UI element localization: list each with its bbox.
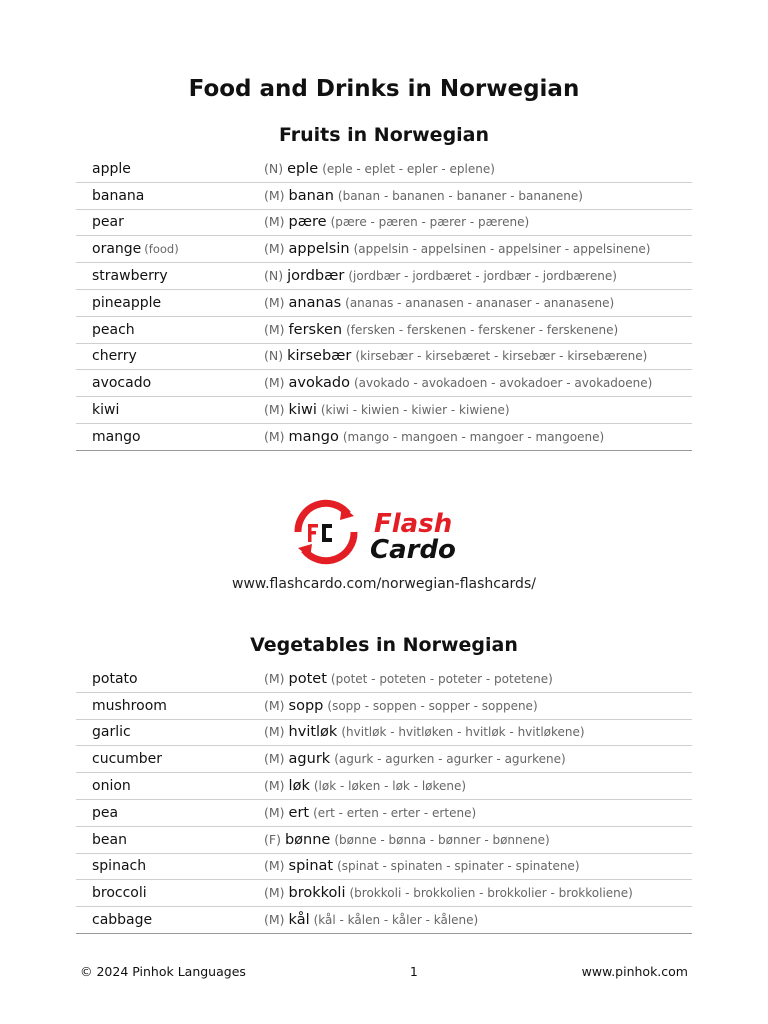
word-forms: (bønne - bønna - bønner - bønnene)	[334, 832, 550, 847]
word-forms: (ert - erten - erter - ertene)	[313, 805, 477, 820]
norwegian-word-text: kirsebær	[287, 348, 352, 365]
footer-website[interactable]: www.pinhok.com	[581, 964, 688, 979]
gender-label: (F)	[264, 831, 281, 847]
word-forms: (kiwi - kiwien - kiwier - kiwiene)	[320, 403, 510, 418]
english-word	[76, 751, 264, 767]
english-word	[76, 778, 264, 794]
english-word-text: avocado	[92, 375, 152, 392]
norwegian-word-text: agurk	[288, 751, 331, 768]
english-word	[76, 858, 264, 874]
table-row	[76, 907, 692, 934]
word-forms: (fersken - ferskenen - ferskener - ferskenene)	[346, 322, 619, 337]
gender-label: (M)	[264, 804, 285, 820]
norwegian-word	[264, 402, 510, 418]
gender-label: (M)	[264, 858, 285, 874]
english-word	[76, 724, 264, 740]
english-word	[76, 214, 264, 230]
norwegian-word-text: eple	[287, 160, 319, 177]
gender-label: (N)	[264, 348, 284, 364]
english-word	[76, 375, 264, 391]
english-word-text: potato	[92, 670, 138, 687]
word-forms: (kirsebær - kirsebæret - kirsebær - kirsebærene)	[355, 349, 648, 364]
word-forms: (banan - bananen - bananer - bananene)	[337, 188, 583, 203]
word-forms: (pære - pæren - pærer - pærene)	[330, 215, 530, 230]
norwegian-word-text: kiwi	[288, 402, 317, 419]
word-forms: (ananas - ananasen - ananaser - ananasene)	[345, 295, 615, 310]
gender-label: (M)	[264, 724, 285, 740]
table-row	[76, 156, 692, 183]
norwegian-word	[264, 241, 650, 257]
gender-label: (M)	[264, 294, 285, 310]
footer-copyright: © 2024 Pinhok Languages	[80, 964, 246, 979]
logo-text-top: Flash	[374, 509, 453, 539]
table-row	[76, 210, 692, 237]
word-forms: (potet - poteten - poteter - potetene)	[330, 671, 553, 686]
norwegian-word	[264, 832, 550, 848]
english-word-text: kiwi	[92, 402, 120, 419]
table-row	[76, 424, 692, 451]
norwegian-word	[264, 671, 553, 687]
norwegian-word	[264, 322, 618, 338]
table-row	[76, 290, 692, 317]
word-forms: (løk - løken - løk - løkene)	[313, 779, 467, 794]
norwegian-word-text: hvitløk	[288, 724, 338, 741]
gender-label: (M)	[264, 670, 285, 686]
norwegian-word-text: sopp	[288, 697, 324, 714]
table-row	[76, 344, 692, 371]
norwegian-word-text: brokkoli	[288, 885, 346, 902]
english-word	[76, 295, 264, 311]
norwegian-word-text: potet	[288, 670, 327, 687]
gender-label: (M)	[264, 321, 285, 337]
norwegian-word-text: pære	[288, 214, 327, 231]
norwegian-word	[264, 429, 604, 445]
english-word	[76, 161, 264, 177]
flashcardo-url[interactable]: www.flashcardo.com/norwegian-flashcards/	[232, 576, 536, 592]
gender-label: (M)	[264, 241, 285, 257]
english-word	[76, 402, 264, 418]
word-forms: (eple - eplet - epler - eplene)	[322, 161, 495, 176]
word-forms: (avokado - avokadoen - avokadoer - avokadoene)	[354, 376, 653, 391]
norwegian-word	[264, 724, 585, 740]
vegetables-table	[76, 666, 692, 934]
english-word-text: onion	[92, 778, 131, 795]
word-forms: (agurk - agurken - agurker - agurkene)	[334, 752, 566, 767]
norwegian-word-text: ert	[288, 804, 310, 821]
norwegian-word-text: spinat	[288, 858, 334, 875]
gender-label: (M)	[264, 402, 285, 418]
english-word-text: apple	[92, 160, 131, 177]
gender-label: (M)	[264, 912, 285, 928]
english-word	[76, 348, 264, 364]
norwegian-word	[264, 268, 617, 284]
table-row	[76, 263, 692, 290]
gender-label: (M)	[264, 778, 285, 794]
norwegian-word	[264, 375, 652, 391]
word-forms: (brokkoli - brokkolien - brokkolier - brokkoliene)	[349, 886, 633, 901]
gender-label: (M)	[264, 885, 285, 901]
english-word	[76, 241, 264, 257]
norwegian-word-text: appelsin	[288, 241, 350, 258]
table-row	[76, 317, 692, 344]
table-row	[76, 693, 692, 720]
table-row	[76, 397, 692, 424]
english-word	[76, 698, 264, 714]
gender-label: (M)	[264, 428, 285, 444]
english-word	[76, 322, 264, 338]
page-footer	[80, 964, 688, 979]
section-title-fruits: Fruits in Norwegian	[278, 124, 490, 146]
english-word-text: cabbage	[92, 912, 153, 929]
table-row	[76, 236, 692, 263]
gender-label: (M)	[264, 214, 285, 230]
english-word	[76, 188, 264, 204]
gender-label: (M)	[264, 751, 285, 767]
english-word-text: broccoli	[92, 885, 147, 902]
flashcardo-circle-icon	[298, 503, 354, 560]
english-word-text: pea	[92, 804, 119, 821]
english-word	[76, 268, 264, 284]
table-row	[76, 773, 692, 800]
norwegian-word	[264, 161, 495, 177]
norwegian-word	[264, 698, 538, 714]
english-word	[76, 429, 264, 445]
word-forms: (jordbær - jordbæret - jordbær - jordbærene)	[348, 269, 617, 284]
english-word-text: garlic	[92, 724, 131, 741]
table-row	[76, 370, 692, 397]
norwegian-word-text: fersken	[288, 321, 343, 338]
table-row	[76, 720, 692, 747]
english-word	[76, 912, 264, 928]
table-row	[76, 880, 692, 907]
norwegian-word	[264, 885, 633, 901]
gender-label: (N)	[264, 160, 284, 176]
word-forms: (appelsin - appelsinen - appelsiner - appelsinene)	[353, 242, 651, 257]
english-word-text: cherry	[92, 348, 137, 365]
norwegian-word	[264, 912, 478, 928]
gender-label: (M)	[264, 697, 285, 713]
norwegian-word	[264, 188, 583, 204]
word-forms: (spinat - spinaten - spinater - spinatene)	[337, 859, 580, 874]
section-title-vegetables: Vegetables in Norwegian	[250, 634, 518, 656]
norwegian-word	[264, 214, 529, 230]
fruits-table	[76, 156, 692, 451]
norwegian-word-text: bønne	[284, 831, 331, 848]
english-word	[76, 885, 264, 901]
word-forms: (kål - kålen - kåler - kålene)	[313, 913, 479, 928]
english-word-text: pear	[92, 214, 124, 231]
english-word-text: orange	[92, 241, 142, 258]
norwegian-word	[264, 805, 476, 821]
english-word	[76, 671, 264, 687]
norwegian-word	[264, 858, 580, 874]
norwegian-word-text: ananas	[288, 294, 342, 311]
english-word-text: spinach	[92, 858, 147, 875]
logo-text-bottom: Cardo	[370, 535, 456, 565]
norwegian-word-text: kål	[288, 912, 310, 929]
english-word	[76, 805, 264, 821]
english-word-text: strawberry	[92, 268, 168, 285]
english-word-text: pineapple	[92, 294, 162, 311]
flashcardo-logo	[290, 496, 480, 568]
table-row	[76, 800, 692, 827]
gender-label: (N)	[264, 268, 284, 284]
page-title: Food and Drinks in Norwegian	[188, 76, 580, 102]
english-word-text: mushroom	[92, 697, 167, 714]
norwegian-word-text: mango	[288, 428, 339, 445]
english-word-text: peach	[92, 321, 135, 338]
norwegian-word-text: banan	[288, 187, 334, 204]
gender-label: (M)	[264, 187, 285, 203]
table-row	[76, 666, 692, 693]
norwegian-word-text: avokado	[288, 375, 350, 392]
word-forms: (hvitløk - hvitløken - hvitløk - hvitløkene)	[341, 725, 585, 740]
gender-label: (M)	[264, 375, 285, 391]
table-row	[76, 183, 692, 210]
english-word-text: cucumber	[92, 751, 163, 768]
norwegian-word-text: jordbær	[287, 268, 345, 285]
english-word-text: bean	[92, 831, 127, 848]
english-word-text: banana	[92, 187, 145, 204]
footer-page-number: 1	[409, 964, 418, 979]
word-forms: (sopp - soppen - sopper - soppene)	[327, 698, 538, 713]
table-row	[76, 746, 692, 773]
norwegian-word	[264, 348, 647, 364]
word-forms: (mango - mangoen - mangoer - mangoene)	[342, 429, 605, 444]
table-row	[76, 827, 692, 854]
norwegian-word	[264, 751, 566, 767]
english-word-note: (food)	[144, 242, 179, 257]
norwegian-word	[264, 295, 614, 311]
table-row	[76, 854, 692, 881]
english-word	[76, 832, 264, 848]
norwegian-word-text: løk	[288, 778, 310, 795]
english-word-text: mango	[92, 428, 141, 445]
norwegian-word	[264, 778, 466, 794]
